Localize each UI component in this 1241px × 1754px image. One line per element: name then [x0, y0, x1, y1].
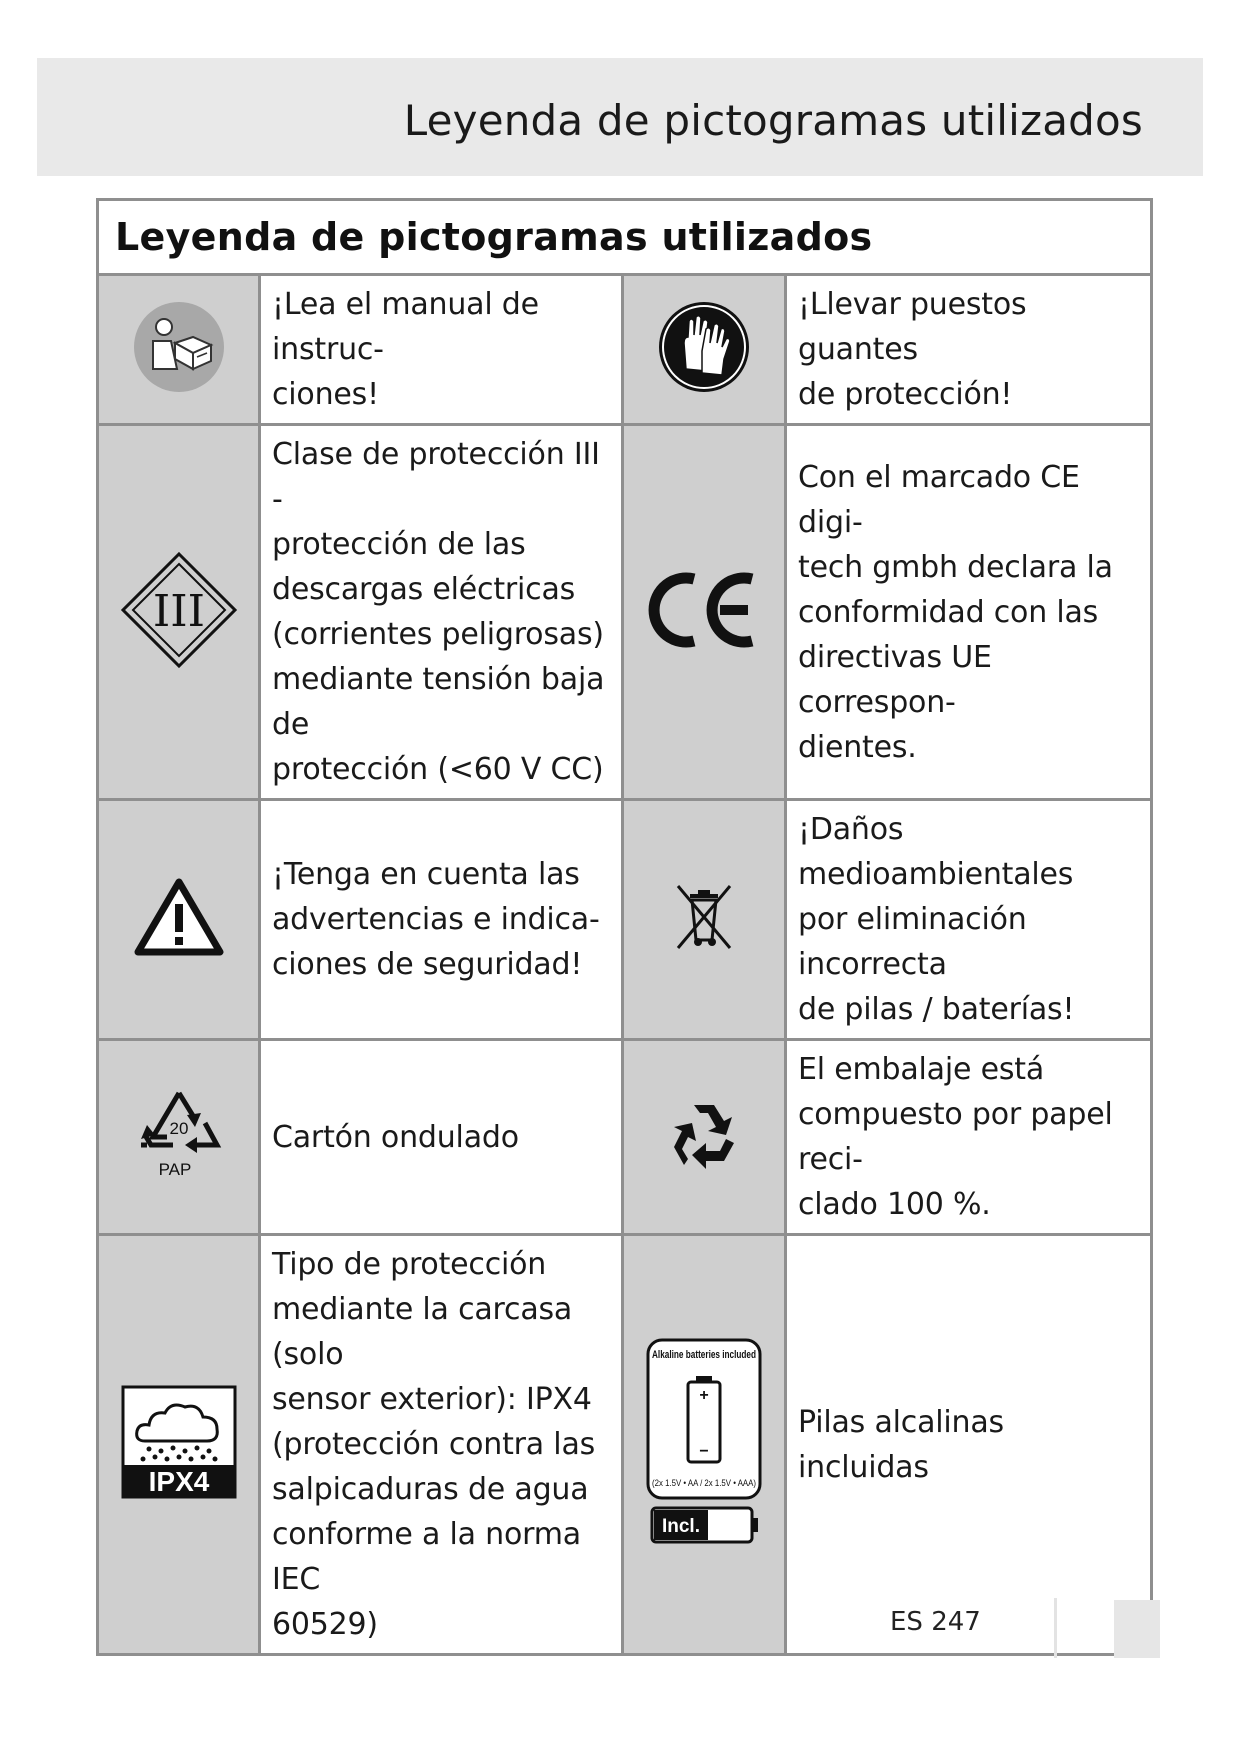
battery-badge: Incl. [661, 1516, 701, 1537]
icon-cell [98, 1040, 260, 1235]
pap-code: PAP [158, 1159, 191, 1179]
svg-text:+: + [699, 1387, 709, 1404]
read-manual-icon [131, 299, 227, 395]
crossed-bin-icon [672, 882, 736, 952]
gloves-icon [656, 299, 752, 395]
icon-cell [623, 275, 786, 425]
legend-text: ¡Llevar puestos guantes de protección! [786, 275, 1152, 425]
footer-divider [1054, 1598, 1057, 1658]
icon-cell [98, 800, 260, 1040]
table-row [98, 275, 1152, 425]
warning-triangle-icon [134, 878, 224, 956]
legend-text: Cartón ondulado [260, 1040, 623, 1235]
ipx4-icon [121, 1385, 237, 1499]
ipx-rating: IPX4 [148, 1466, 209, 1497]
legend-text: ¡Lea el manual de instruc- ciones! [260, 275, 623, 425]
ce-mark-icon [644, 565, 764, 655]
table-row [98, 800, 1152, 1040]
recycle-icon [664, 1095, 744, 1175]
svg-text:−: − [699, 1443, 709, 1460]
table-title-row [98, 200, 1152, 275]
legend-text: Con el marcado CE digi- tech gmbh declara la conformidad con las directivas UE correspon- dientes. [786, 425, 1152, 800]
page-header-title: Leyenda de pictogramas utilizados [403, 96, 1143, 145]
legend-text: Clase de protección III - protección de las descargas eléctricas (corrientes peligrosas) mediante tensión baja de protección (<60 V CC) [260, 425, 623, 800]
table-title: Leyenda de pictogramas utilizados [98, 200, 1152, 275]
page-header-band [37, 58, 1203, 176]
pictogram-legend-table [96, 198, 1153, 1656]
icon-cell [98, 1235, 260, 1655]
pap20-recycling-icon [137, 1087, 221, 1183]
icon-cell [623, 1235, 786, 1655]
legend-text: ¡Daños medioambientales por eliminación incorrecta de pilas / baterías! [786, 800, 1152, 1040]
table-row [98, 425, 1152, 800]
icon-cell [623, 425, 786, 800]
table-row [98, 1040, 1152, 1235]
page-number: ES 247 [890, 1607, 981, 1637]
table-row [98, 1235, 1152, 1655]
legend-text: Tipo de protección mediante la carcasa (solo sensor exterior): IPX4 (protección contra las salpicaduras de agua conforme a la norma IEC 60529) [260, 1235, 623, 1655]
batteries-included-icon [642, 1336, 766, 1548]
icon-cell [98, 275, 260, 425]
pap-number: 20 [169, 1118, 188, 1138]
battery-header: Alkaline batteries included [652, 1349, 756, 1361]
icon-cell [98, 425, 260, 800]
protection-class-label: III [152, 585, 205, 637]
protection-class-iii-icon [119, 550, 239, 670]
legend-text: ¡Tenga en cuenta las advertencias e indica- ciones de seguridad! [260, 800, 623, 1040]
legend-text: El embalaje está compuesto por papel reci- clado 100 %. [786, 1040, 1152, 1235]
legend-text: Pilas alcalinas incluidas [786, 1235, 1152, 1655]
icon-cell [623, 800, 786, 1040]
battery-spec: (2x 1.5V • AA / 2x 1.5V • AAA) [652, 1478, 756, 1488]
icon-cell [623, 1040, 786, 1235]
page-edge-tab [1114, 1600, 1160, 1658]
